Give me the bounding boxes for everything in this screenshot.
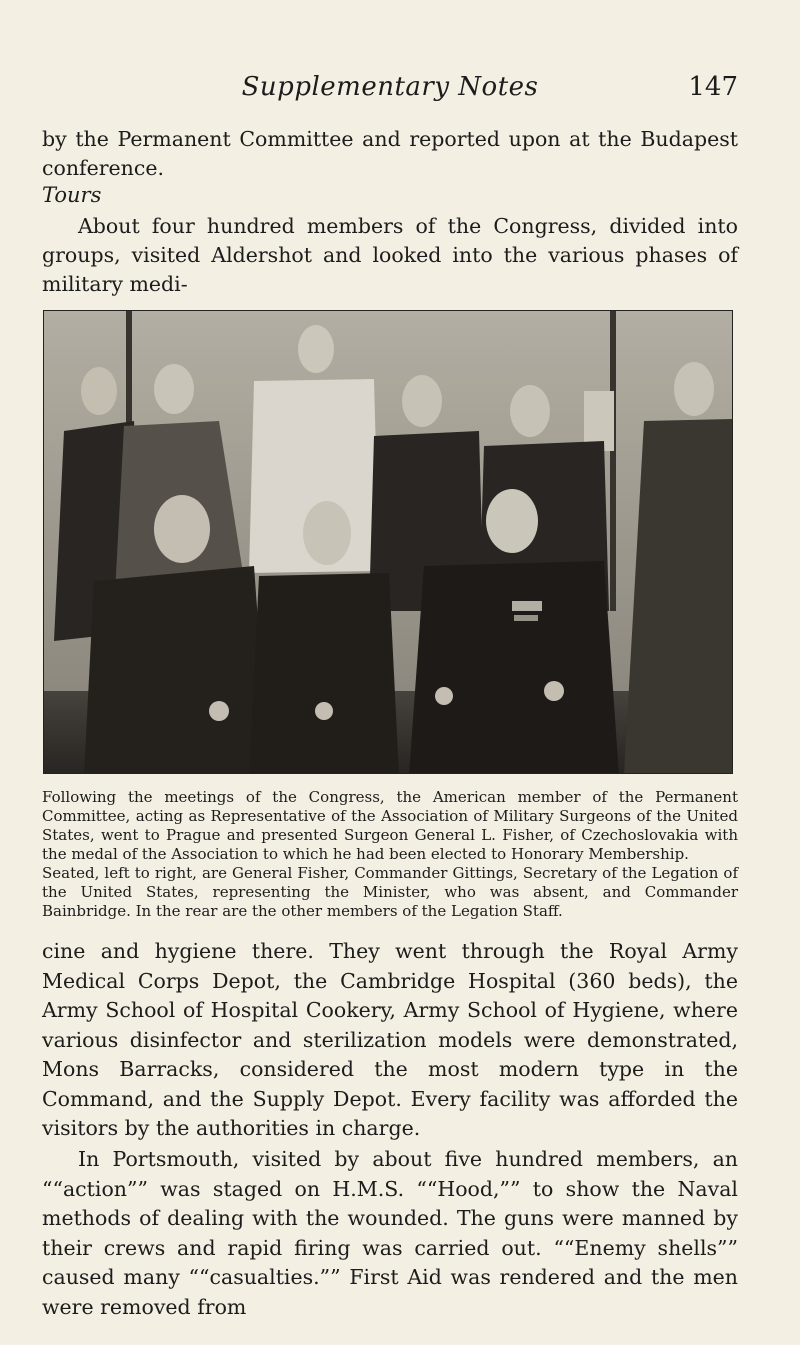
group-photograph	[43, 310, 733, 774]
section-heading-tours: Tours	[42, 183, 102, 207]
running-head-title: Supplementary Notes	[241, 72, 539, 102]
paragraph-2: About four hundred members of the Congress, divided into groups, visited Aldershot and looked into the various phases of military medi-	[42, 214, 738, 296]
page-number: 147	[688, 72, 738, 102]
group-photograph-icon	[44, 311, 733, 774]
running-head	[42, 72, 738, 108]
caption-line-2: Seated, left to right, are General Fisher, Commander Gittings, Secretary of the Legation of the United States, representing the Minister, who was absent, and Commander Bainbridge. In the rear are the other members of the Legation Staff.	[42, 864, 738, 920]
paragraph-4: In Portsmouth, visited by about five hundred members, an ““action”” was staged on H.M.S. ““Hood,”” to show the Naval methods of dealing with the wounded. The guns were manned by their crews and rapid firing was carried out. ““Enemy shells”” caused many ““casualties.”” First Aid was rendered and the men were removed from	[42, 1147, 738, 1319]
caption-line-1: Following the meetings of the Congress, the American member of the Permanent Committee, acting as Representative of the Association of Military Surgeons of the United States, went to Prague and presented Surgeon General L. Fisher, of Czechoslovakia with the medal of the Association to which he had been elected to Honorary Membership.	[42, 788, 738, 863]
photo-caption	[42, 788, 738, 921]
paragraph-3: cine and hygiene there. They went through the Royal Army Medical Corps Depot, the Cambridge Hospital (360 beds), the Army School of Hospital Cookery, Army School of Hygiene, where various disinfector and sterilization models were demonstrated, Mons Barracks, considered the most modern type in the Command, and the Supply Depot. Every facility was afforded the visitors by the authorities in charge.	[42, 939, 738, 1140]
paragraph-1: by the Permanent Committee and reported upon at the Budapest conference.	[42, 127, 738, 180]
